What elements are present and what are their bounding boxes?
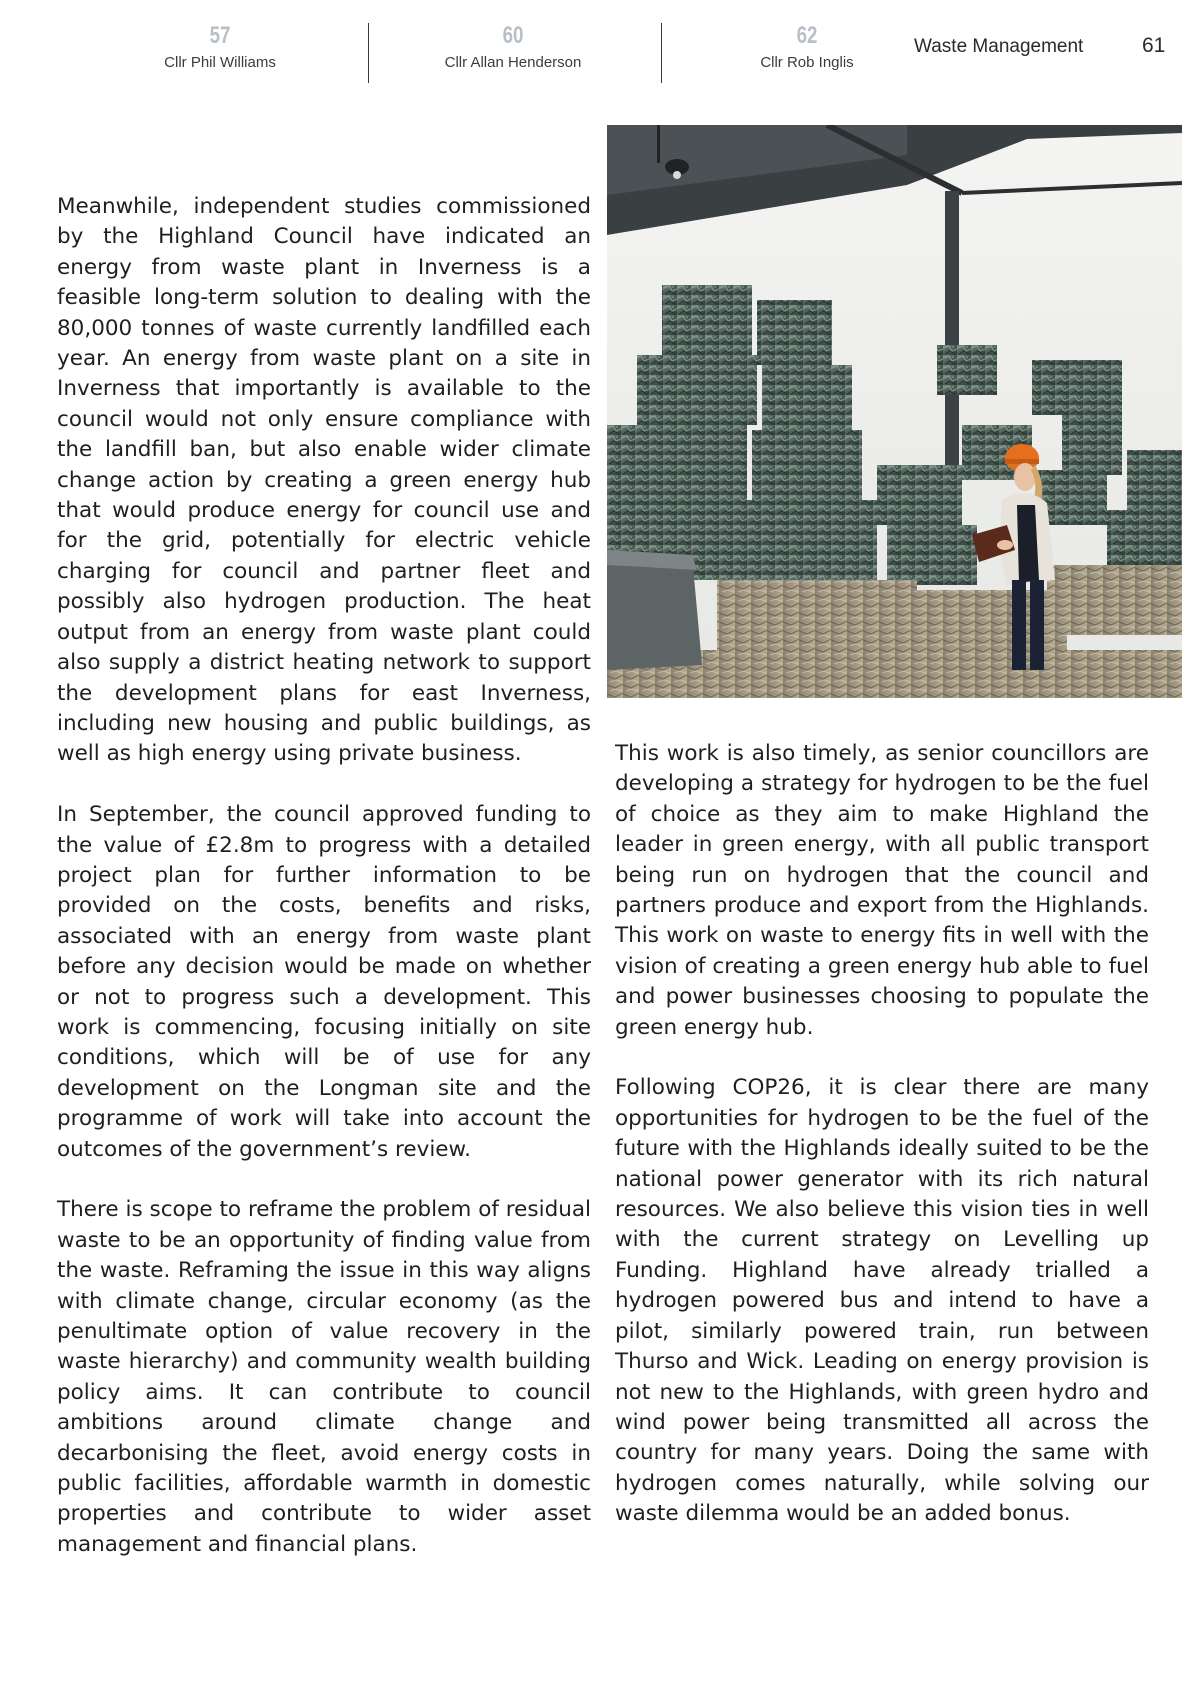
paragraph: This work is also timely, as senior councillors are developing a strategy for hydrogen to be the fuel of choice as they aim to make Highland the leader in green energy, with all public transport being run on hydrogen that the council and partners produce and export from the Highlands. This work on waste to energy fits in well with the vision of creating a green energy hub able to fuel and power businesses choosing to populate the green energy hub.	[615, 741, 1149, 1040]
nav-item-number: 57	[209, 22, 231, 49]
nav-item-phil-williams[interactable]	[75, 22, 365, 72]
councillor-nav	[0, 22, 900, 84]
paragraph: Following COP26, it is clear there are many opportunities for hydrogen to be the fuel of the future with the Highlands ideally suited to be the national power generator with its rich natural resources. We also believe this vision ties in well with the current strategy on Levelling up Funding. Highland have already trialled a hydrogen powered bus and intend to have a pilot, similarly powered train, run between Thurso and Wick. Leading on energy provision is not new to the Highlands, with green hydro and wind power being transmitted all across the country for many years. Doing the same with hydrogen comes naturally, while solving our waste dilemma would be an added bonus.	[615, 1075, 1149, 1527]
nav-item-name: Cllr Rob Inglis	[760, 54, 854, 71]
left-column	[57, 192, 591, 1591]
page-number: 61	[1142, 34, 1166, 57]
nav-item-number: 62	[796, 22, 818, 49]
nav-item-allan-henderson[interactable]	[368, 22, 658, 72]
nav-item-name: Cllr Allan Henderson	[444, 54, 582, 71]
nav-item-number: 60	[502, 22, 524, 49]
section-title: Waste Management	[914, 36, 1084, 57]
paragraph: In September, the council approved funding to the value of £2.8m to progress with a detailed project plan for further information to be provided on the costs, benefits and risks, associated with an energy from waste plant before any decision would be made on whether or not to progress such a development. This work is commencing, focusing initially on site conditions, which will be of use for any development on the Longman site and the programme of work will take into account the outcomes of the government’s review.	[57, 802, 591, 1162]
nav-item-name: Cllr Phil Williams	[164, 54, 276, 71]
nav-item-rob-inglis[interactable]	[662, 22, 952, 72]
paragraph: Meanwhile, independent studies commissioned by the Highland Council have indicated an energy from waste plant in Inverness is a feasible long-term solution to dealing with the 80,000 tonnes of waste currently landfilled each year. An energy from waste plant on a site in Inverness that importantly is available to the council would not only ensure compliance with the landfill ban, but also enable wider climate change action by creating a green energy hub that would produce energy for council use and for the grid, potentially for electric vehicle charging for council and partner fleet and possibly also hydrogen production. The heat output from an energy from waste plant could also supply a district heating network to support the development plans for east Inverness, including new housing and public buildings, as well as high energy using private business.	[57, 194, 591, 767]
right-column	[615, 739, 1149, 1560]
paragraph: There is scope to reframe the problem of residual waste to be an opportunity of finding value from the waste. Reframing the issue in this way aligns with climate change, circular economy (as the penultimate option of value recovery in the waste hierarchy) and community wealth building policy aims. It can contribute to council ambitions around climate change and decarbonising the fleet, avoid energy costs in public facilities, affordable warmth in domestic properties and contribute to wider asset management and financial plans.	[57, 1197, 591, 1557]
recycling-facility-photo	[607, 125, 1182, 698]
